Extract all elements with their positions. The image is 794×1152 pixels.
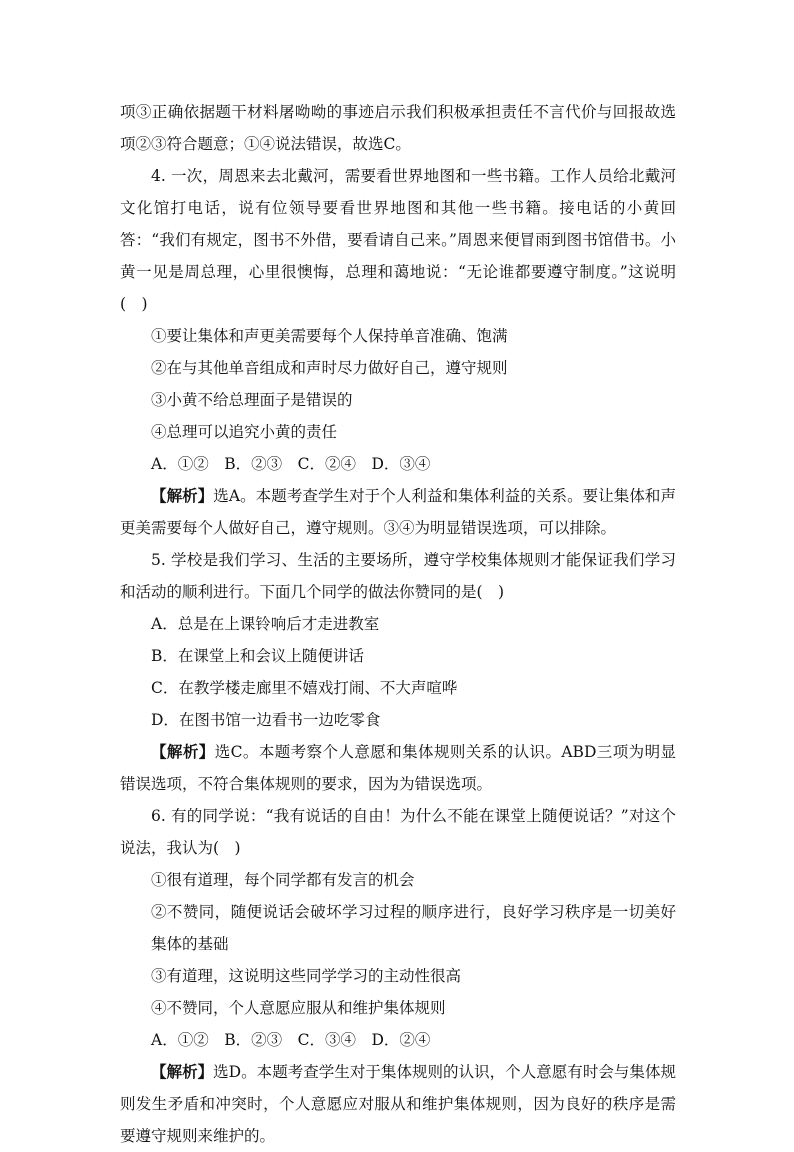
analysis-label: 【解析】 [151,1062,214,1081]
q6-analysis [120,1056,676,1152]
q6-statement-4: ④不赞同，个人意愿应服从和维护集体规则 [151,999,446,1017]
q6-statement-3: ③有道理，这说明这些同学学习的主动性很高 [151,967,462,985]
q5-option-c: C．在教学楼走廊里不嬉戏打闹、不大声喧哗 [151,679,458,697]
analysis-text: 选A。本题考查学生对于个人利益和集体利益的关系。要让集体和声更美需要每个人做好自己，遵守规则。③④为明显错误选项，可以排除。 [120,487,676,537]
q4-choices: A．①② B．②③ C．②④ D．③④ [151,455,431,473]
q5-option-a: A．总是在上课铃响后才走进教室 [151,615,380,633]
question-5: 5. 学校是我们学习、生活的主要场所，遵守学校集体规则才能保证我们学习和活动的顺利进行。下面几个同学的做法你赞同的是( ) [120,551,676,601]
q4-analysis [120,480,676,544]
analysis-label: 【解析】 [151,486,214,505]
q6-statement-1: ①很有道理，每个同学都有发言的机会 [151,871,415,889]
q4-statement-3: ③小黄不给总理面子是错误的 [151,391,353,409]
analysis-label: 【解析】 [151,742,215,761]
q4-statement-2: ②在与其他单音组成和声时尽力做好自己，遵守规则 [151,359,508,377]
q5-option-d: D．在图书馆一边看书一边吃零食 [151,711,381,729]
q4-statement-4: ④总理可以追究小黄的责任 [151,423,338,441]
q6-choices: A．①② B．②③ C．③④ D．②④ [151,1031,431,1049]
q4-statement-1: ①要让集体和声更美需要每个人保持单音准确、饱满 [151,327,508,345]
continued-paragraph: 项③正确依据题干材料屠呦呦的事迹启示我们积极承担责任不言代价与回报故选项②③符合题意；①④说法错误，故选C。 [120,103,676,153]
q5-analysis [120,736,676,800]
question-6: 6. 有的同学说：“我有说话的自由！为什么不能在课堂上随便说话？”对这个说法，我认为( ) [120,807,676,857]
question-4: 4. 一次，周恩来去北戴河，需要看世界地图和一些书籍。工作人员给北戴河文化馆打电话，说有位领导要看世界地图和其他一些书籍。接电话的小黄回答：“我们有规定，图书不外借，要看请自己来。”周恩来便冒雨到图书馆借书。小黄一见是周总理，心里很懊悔，总理和蔼地说：“无论谁都要遵守制度。”这说明( ) [120,167,676,313]
q5-option-b: B．在课堂上和会议上随便讲话 [151,647,364,665]
q6-statement-2: ②不赞同，随便说话会破坏学习过程的顺序进行，良好学习秩序是一切美好集体的基础 [151,903,676,953]
analysis-text: 选D。本题考查学生对于集体规则的认识，个人意愿有时会与集体规则发生矛盾和冲突时，个人意愿应对服从和维护集体规则，因为良好的秩序是需要遵守规则来维护的。 [120,1063,676,1145]
analysis-text: 选C。本题考察个人意愿和集体规则关系的认识。ABD三项为明显错误选项，不符合集体规则的要求，因为为错误选项。 [120,743,676,793]
document-body [120,96,676,1152]
